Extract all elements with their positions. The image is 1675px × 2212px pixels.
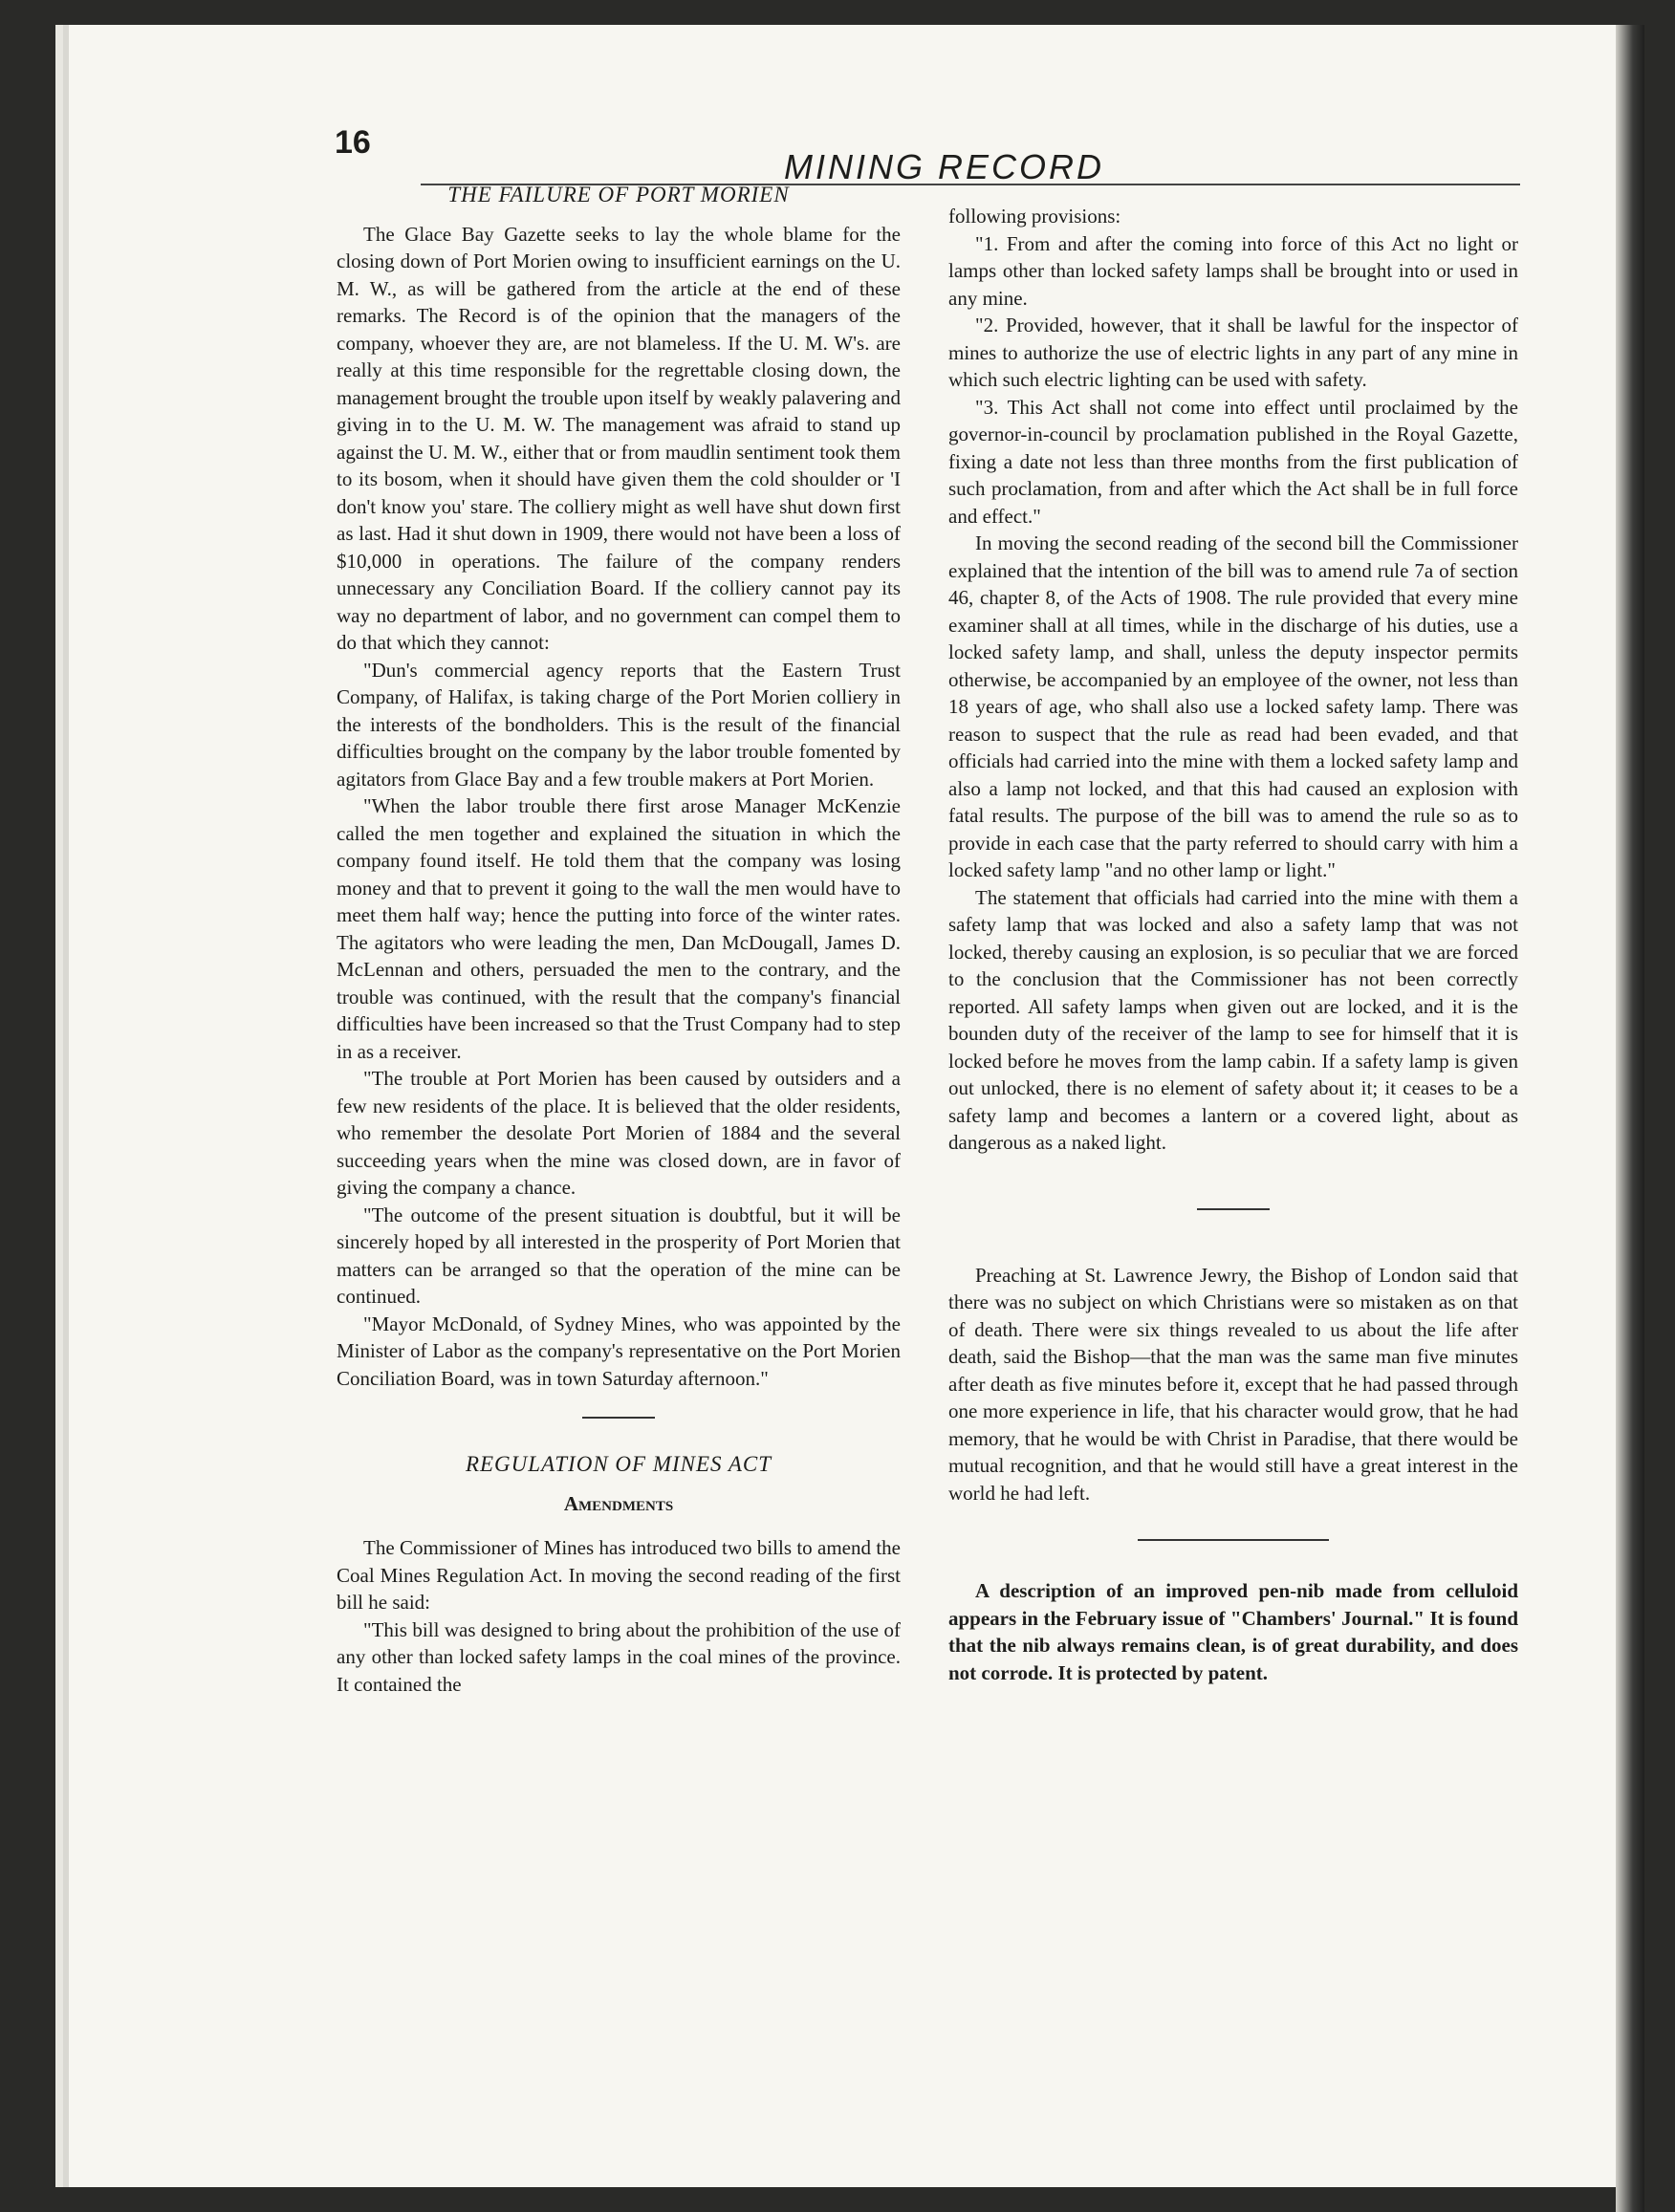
- news-item-pen-nib: A description of an improved pen-nib made from celluloid appears in the February issue of "Chambers' Journal." It is found that the nib always remains clean, is of great durability, and does not corrode. It is protected by patent.: [948, 1579, 1518, 1684]
- article-paragraph: The Glace Bay Gazette seeks to lay the whole blame for the closing down of Port Morien owing to insufficient earnings on the U. M. W., as will be gathered from the article at the end of these remarks. The Record is of the opinion that the managers of the company, whoever they are, are not blameless. If the U. M. W's. are really at this time responsible for the regrettable closing down, the management brought the trouble upon itself by weakly palavering and giving in to the U. M. W. The management was afraid to stand up against the U. M. W., either that or from maudlin sentiment took them to its bosom, when it should have given them the cold shoulder or 'I don't know you' stare. The colliery might as well have shut down first as last. Had it shut down in 1909, there would not have been a loss of $10,000 in operations. The failure of the company renders unnecessary any Conciliation Board. If the colliery cannot pay its way no department of labor, and no government can compel them to do that which they cannot:: [337, 222, 901, 654]
- article-paragraph: "The outcome of the present situation is doubtful, but it will be sincerely hoped by all interested in the prosperity of Port Morien that matters can be arranged so that the operation of the mine can be continued.: [337, 1203, 901, 1308]
- article-paragraph: "2. Provided, however, that it shall be lawful for the inspector of mines to authorize the use of electric lights in any part of any mine in which such electric lighting can be used with safety.: [948, 314, 1518, 391]
- section-divider: [582, 1417, 655, 1419]
- article-paragraph: In moving the second reading of the second bill the Commissioner explained that the intention of the bill was to amend rule 7a of section 46, chapter 8, of the Acts of 1908. The rule provided that every mine examiner shall at all times, while in the discharge of his duties, use a locked safety lamp, and shall, unless the deputy inspector permits otherwise, be accompanied by an employee of the owner, not less than 18 years of age, who shall also use a locked safety lamp. There was reason to suspect that the rule as read had been evaded, and that officials had carried into the mine with them a locked safety lamp and also a lamp not locked, and that this had caused an explosion with fatal results. The purpose of the bill was to amend the rule so as to provide in each case that the party referred to should carry with him a locked safety lamp "and no other lamp or light.": [948, 531, 1518, 881]
- journal-title: MINING RECORD: [784, 147, 1104, 186]
- article-paragraph: "When the labor trouble there first arose Manager McKenzie called the men together and explained the situation in which the company found itself. He told them that the company was losing money and that to prevent it going to the wall the men would have to meet them half way; hence the putting into force of the winter rates. The agitators who were leading the men, Dan McDougall, James D. McLennan and others, persuaded the men to the contrary, and the trouble was continued, with the result that the company's financial difficulties have been increased so that the Trust Company had to step in as a receiver.: [337, 794, 901, 1063]
- article-paragraph: "This bill was designed to bring about the prohibition of the use of any other than locked safety lamps in the coal mines of the province. It contained the: [337, 1617, 901, 1696]
- section-divider: [1138, 1539, 1329, 1541]
- article-title-regulation: REGULATION OF MINES ACT: [465, 1452, 772, 1476]
- page-header: [335, 124, 1520, 189]
- article-subhead: Amendments: [563, 1491, 674, 1515]
- right-column: [948, 203, 1518, 1686]
- article-paragraph: The statement that officials had carried into the mine with them a safety lamp that was locked and also a safety lamp that was not locked, thereby causing an explosion, is so peculiar that we are forced to the conclusion that the Commissioner has not been correctly reported. All safety lamps when given out are locked, and it is the bounden duty of the receiver of the lamp to see for himself that it is locked before he moves from the lamp cabin. If a safety lamp is given out unlocked, there is no element of safety about it; it ceases to be a safety lamp and becomes a lantern or a covered light, about as dangerous as a naked light.: [948, 885, 1518, 1154]
- article-paragraph: "Dun's commercial agency reports that the Eastern Trust Company, of Halifax, is taking charge of the Port Morien colliery in the interests of the bondholders. This is the result of the financial difficulties brought on the company by the labor trouble fomented by agitators from Glace Bay and a few trouble makers at Port Morien.: [337, 658, 901, 791]
- article-paragraph: The Commissioner of Mines has introduced two bills to amend the Coal Mines Regulation Act. In moving the second reading of the first bill he said:: [337, 1536, 901, 1614]
- section-divider: [1197, 1208, 1270, 1210]
- page-number: 16: [335, 124, 371, 161]
- left-column: [337, 182, 901, 1698]
- news-item-bishop: Preaching at St. Lawrence Jewry, the Bishop of London said that there was no subject on which Christians were so mistaken as on that of death. There were six things revealed to us about the life after death, said the Bishop—that the man was the same man five minutes after death as five minutes before it, except that he had passed through one more experience in life, that his character would grow, that he had memory, that he would be with Christ in Paradise, that there would be mutual recognition, and that he would still have a great interest in the world he had left.: [948, 1263, 1518, 1505]
- article-paragraph: following provisions:: [948, 205, 1121, 228]
- article-paragraph: "Mayor McDonald, of Sydney Mines, who was appointed by the Minister of Labor as the company's representative on the Port Morien Conciliation Board, was in town Saturday afternoon.": [337, 1312, 901, 1390]
- article-title-port-morien: THE FAILURE OF PORT MORIEN: [447, 183, 790, 206]
- article-paragraph: "3. This Act shall not come into effect until proclaimed by the governor-in-council by proclamation published in the Royal Gazette, fixing a date not less than three months from the first publication of such proclamation, from and after which the Act shall be in full force and effect.": [948, 395, 1518, 528]
- page-edge-shadow: [1616, 25, 1644, 2212]
- article-paragraph: "1. From and after the coming into force of this Act no light or lamps other than locked safety lamps shall be brought into or used in any mine.: [948, 231, 1518, 310]
- article-paragraph: "The trouble at Port Morien has been caused by outsiders and a few new residents of the place. It is believed that the older residents, who remember the desolate Port Morien of 1884 and the several succeeding years when the mine was closed down, are in favor of giving the company a chance.: [337, 1067, 901, 1199]
